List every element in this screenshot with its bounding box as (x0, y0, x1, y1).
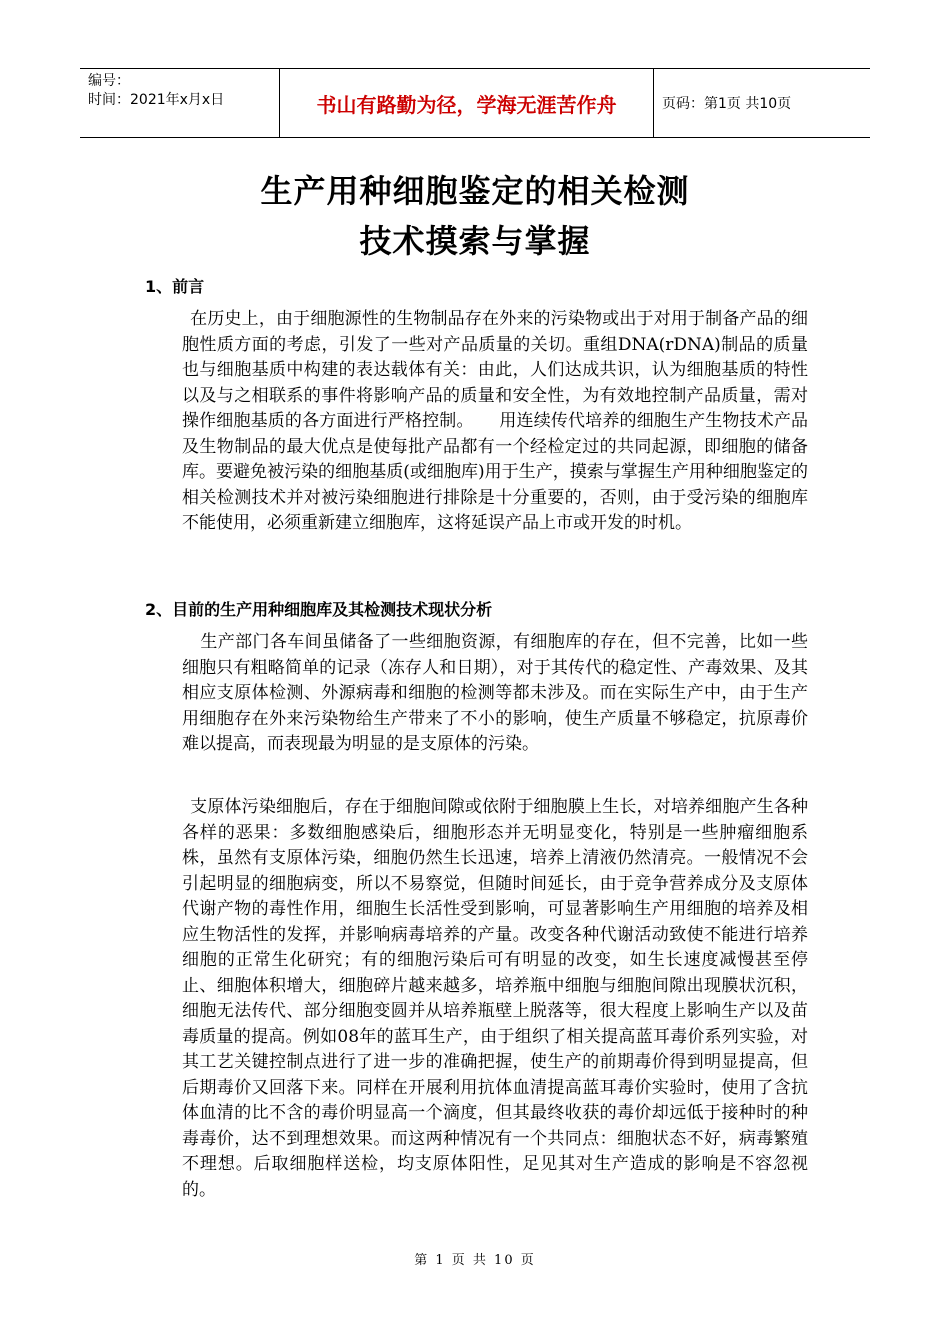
number-label: 编号： (88, 73, 130, 89)
header-meta (80, 69, 280, 137)
section-heading-1: 1、前言 (145, 277, 205, 296)
header-page-info: 页码：第1页 共10页 (662, 96, 792, 112)
paragraph-text: 生产部门各车间虽储备了一些细胞资源，有细胞库的存在，但不完善，比如一些细胞只有粗略简单的记录（冻存人和日期），对于其传代的稳定性、产毒效果、及其相应支原体检测、外源病毒和细胞的检测等都未涉及。而在实际生产中，由于生产用细胞存在外来污染物给生产带来了不小的影响，使生产质量不够稳定，抗原毒价难以提高，而表现最为明显的是支原体的污染。 (182, 632, 808, 754)
paragraph (182, 795, 808, 1203)
page-footer: 第 1 页 共 10 页 (414, 1253, 536, 1268)
section-heading-2: 2、目前的生产用种细胞库及其检测技术现状分析 (145, 600, 493, 619)
time-label: 时间：2021年x月x日 (88, 92, 225, 108)
paragraph-text: 支原体污染细胞后，存在于细胞间隙或依附于细胞膜上生长，对培养细胞产生各种各样的恶果：多数细胞感染后，细胞形态并无明显变化，特别是一些肿瘤细胞系株，虽然有支原体污染，细胞仍然生长迅速，培养上清液仍然清亮。一般情况不会引起明显的细胞病变，所以不易察觉，但随时间延长，由于竞争营养成分及支原体代谢产物的毒性作用，细胞生长活性受到影响，可显著影响生产用细胞的培养及相应生物活性的发挥，并影响病毒培养的产量。改变各种代谢活动致使不能进行培养细胞的正常生化研究；有的细胞污染后可有明显的改变，如生长速度减慢甚至停止、细胞体积增大，细胞碎片越来越多，培养瓶中细胞与细胞间隙出现膜状沉积，细胞无法传代、部分细胞变圆并从培养瓶壁上脱落等，很大程度上影响生产以及苗毒质量的提高。例如08年的蓝耳生产，由于组织了相关提高蓝耳毒价系列实验，对其工艺关键控制点进行了进一步的准确把握，使生产的前期毒价得到明显提高，但后期毒价又回落下来。同样在开展利用抗体血清提高蓝耳毒价实验时，使用了含抗体血清的比不含的毒价明显高一个滴度，但其最终收获的毒价却远低于接种时的种毒毒价，达不到理想效果。而这两种情况有一个共同点：细胞状态不好，病毒繁殖不理想。后取细胞样送检，均支原体阳性，足见其对生产造成的影响是不容忽视的。 (182, 797, 808, 1200)
header-motto: 书山有路勤为径，学海无涯苦作舟 (280, 69, 654, 137)
document-header (80, 68, 870, 138)
title-line-2: 技术摸索与掌握 (359, 222, 591, 260)
paragraph (182, 630, 808, 758)
paragraph (182, 307, 808, 537)
paragraph-text: 在历史上，由于细胞源性的生物制品存在外来的污染物或出于对用于制备产品的细胞性质方面的考虑，引发了一些对产品质量的关切。重组DNA(rDNA)制品的质量也与细胞基质中构建的表达载体有关：由此，人们达成共识，认为细胞基质的特性以及与之相联系的事件将影响产品的质量和安全性，为有效地控制产品质量，需对操作细胞基质的各方面进行严格控制。 用连续传代培养的细胞生产生物技术产品及生物制品的最大优点是使每批产品都有一个经检定过的共同起源，即细胞的储备库。要避免被污染的细胞基质(或细胞库)用于生产，摸索与掌握生产用种细胞鉴定的相关检测技术并对被污染细胞进行排除是十分重要的，否则，由于受污染的细胞库不能使用，必须重新建立细胞库，这将延误产品上市或开发的时机。 (182, 309, 808, 533)
title-line-1: 生产用种细胞鉴定的相关检测 (260, 172, 690, 210)
